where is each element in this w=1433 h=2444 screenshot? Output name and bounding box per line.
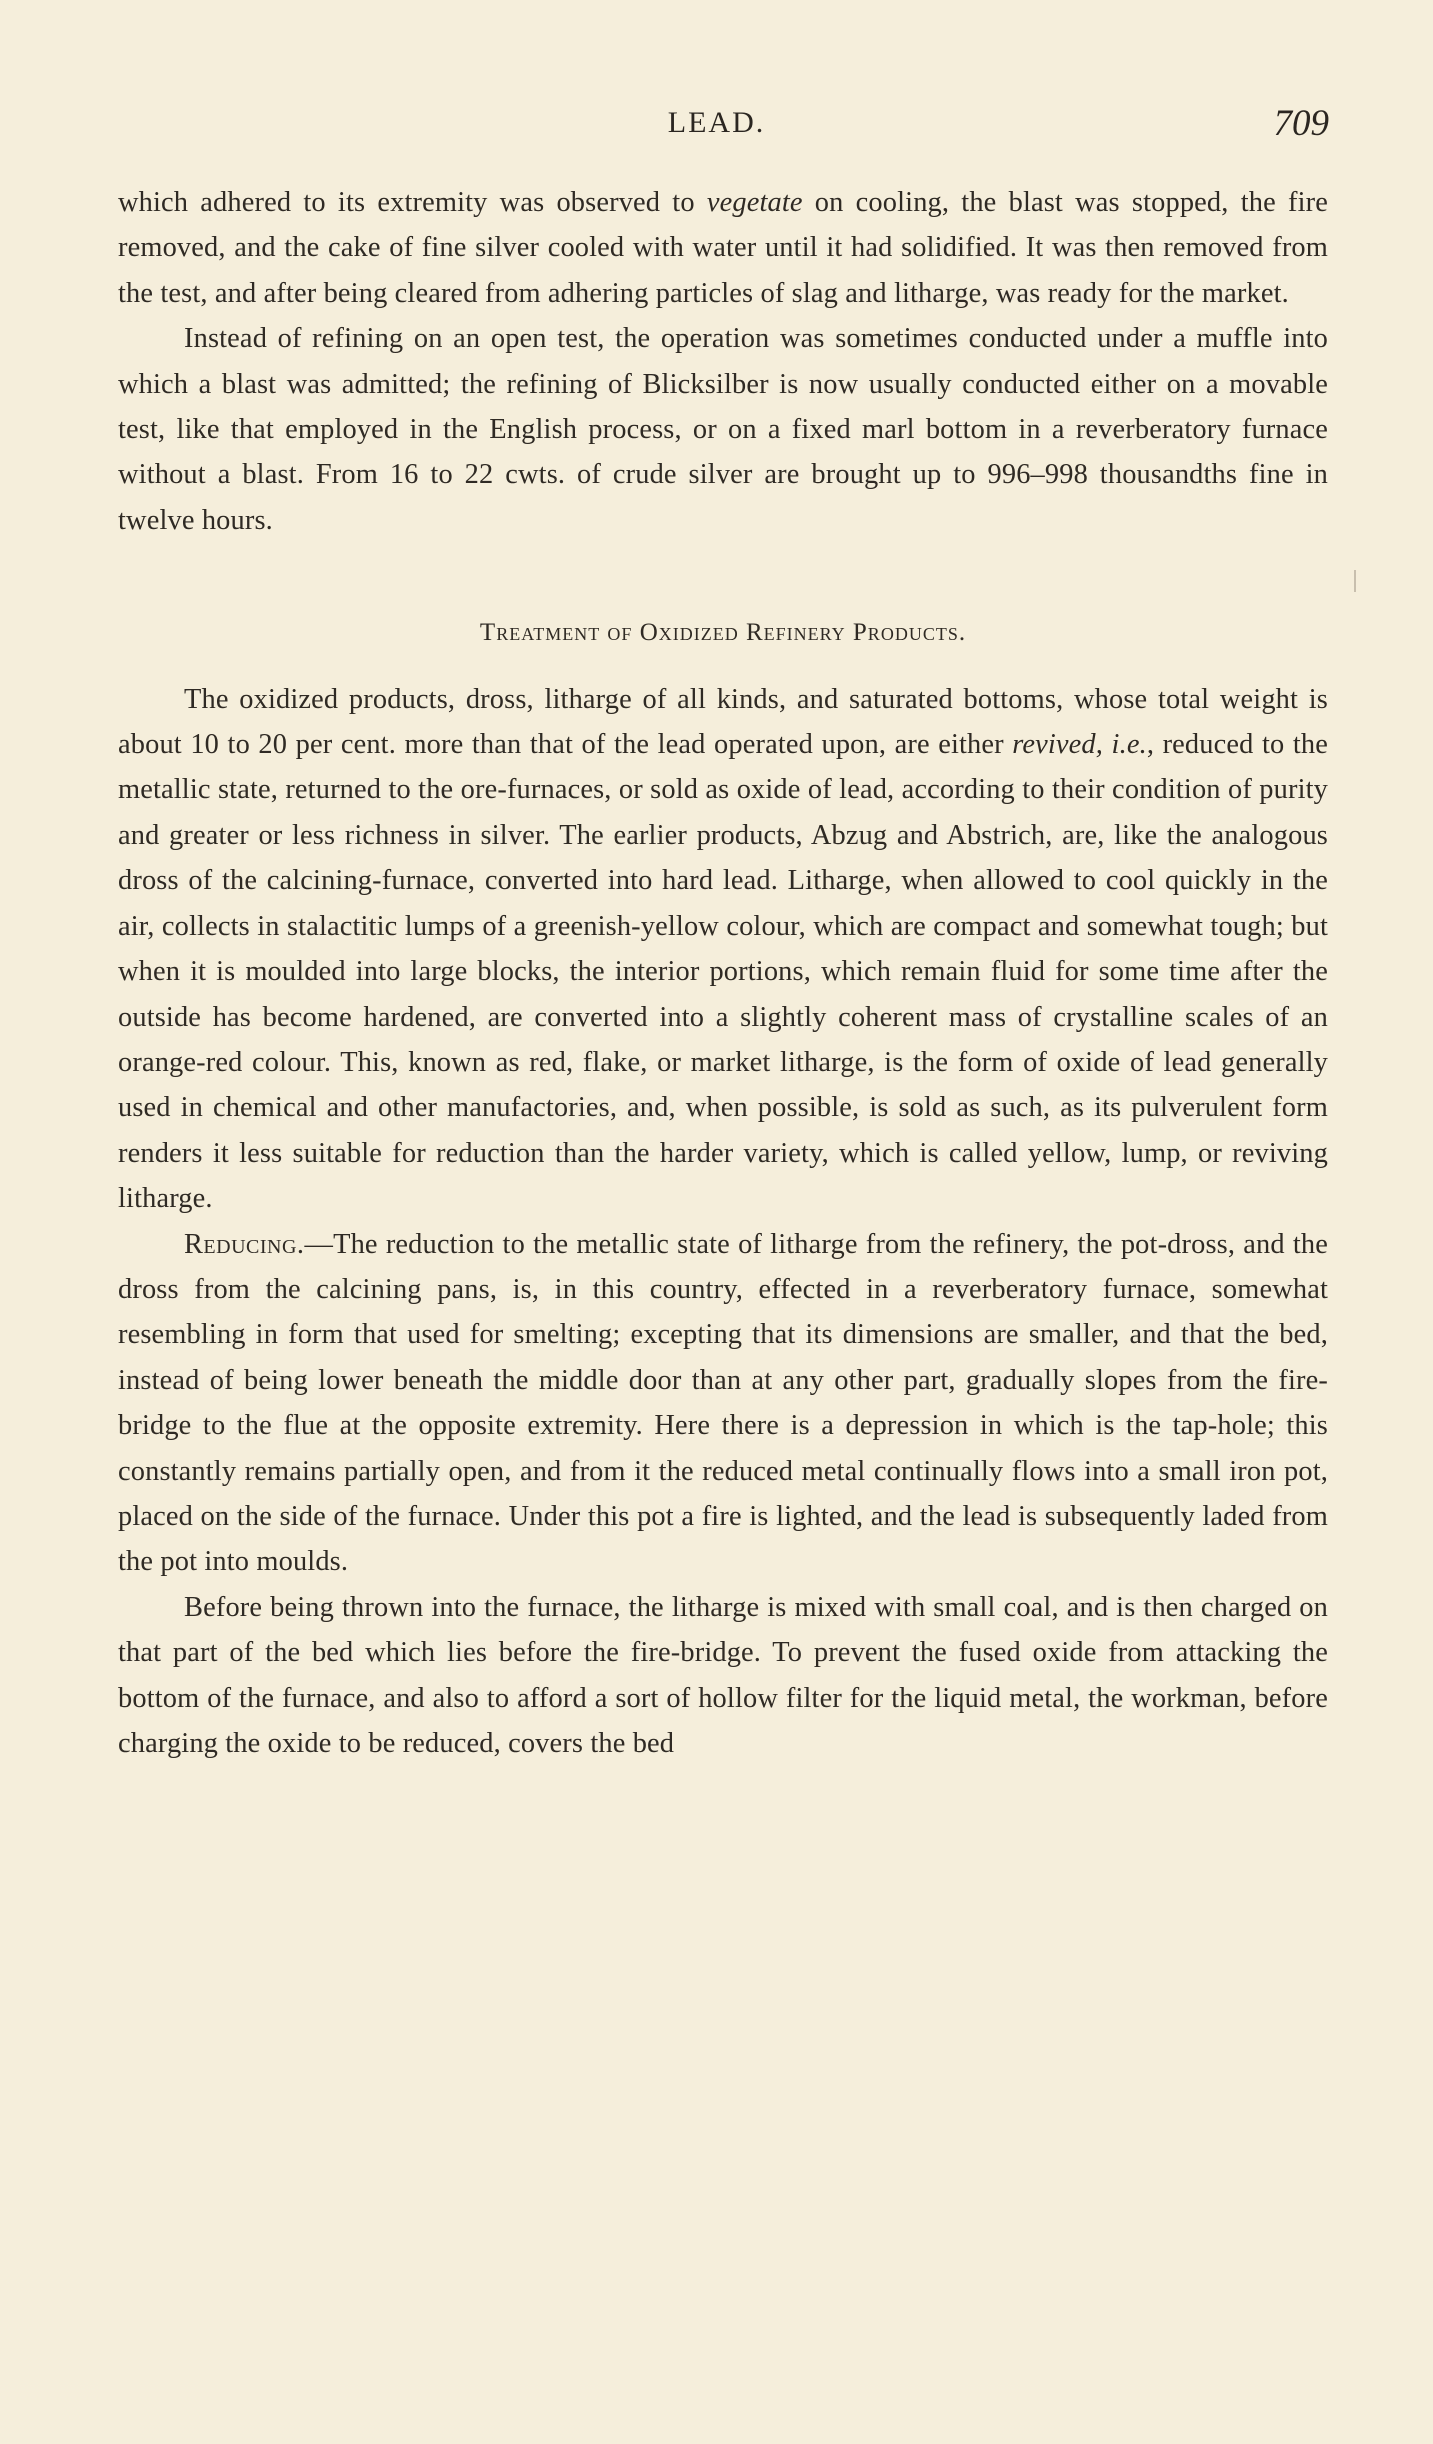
paragraph-refining: Instead of refining on an open test, the operation was sometimes conducted under a muffle into which a blast was admitted; the refining of Blicksilber is now usually conducted either on a movable test, like that employed in the English process, or on a fixed marl bottom in a reverberatory furnace without a blast. From 16 to 22 cwts. of crude silver are brought up to 996–998 thousandths fine in twelve hours. [118,323,1328,536]
paragraph-text: which adhered to its extremity was observed to [118,187,707,218]
italic-term: vegetate [706,187,803,218]
italic-term: revived, i.e. [1012,729,1147,761]
page-number: 709 [1273,103,1329,144]
page-content [118,180,1328,1766]
page-header [0,103,1433,146]
paragraph-continuation [118,180,1328,316]
running-title: LEAD. [667,106,766,139]
paragraph-oxidized-products [118,677,1328,1222]
paragraph-text: The oxidized products, dross, litharge of all kinds, and saturated bottoms, whose total weight is about 10 to 20 per cent. more than that of the lead operated upon, are either [118,683,1328,761]
section-heading: Treatment of Oxidized Refinery Products. [479,619,967,647]
paragraph-text: , reduced to the metallic state, returned to the ore-furnaces, or sold as oxide of lead, according to their condition of purity and greater or less richness in silver. The earlier products, Abzug and Abstrich, are, like the analogous dross of the calcining-furnace, converted into hard lead. Litharge, when allowed to cool quickly in the air, collects in stalactitic lumps of a greenish-yellow colour, which are compact and somewhat tough; but when it is moulded into large blocks, the interior portions, which remain fluid for some time after the outside has become hardened, are converted into a slightly coherent mass of crystalline scales of an orange-red colour. This, known as red, flake, or market litharge, is the form of oxide of lead generally used in chemical and other manufactories, and, when possible, is sold as such, as its pulverulent form renders it less suitable for reduction than the harder variety, which is called yellow, lump, or reviving litharge. [118,729,1329,1215]
paragraph-lead-term: Reducing. [184,1228,305,1260]
margin-mark [1354,570,1356,592]
paragraph-text: —The reduction to the metallic state of litharge from the refinery, the pot-dross, and the dross from the calcining pans, is, in this country, effected in a reverberatory furnace, somewhat resembling in form that used for smelting; excepting that its dimensions are smaller, and that the bed, instead of being lower beneath the middle door than at any other part, gradually slopes from the fire-bridge to the flue at the opposite extremity. Here there is a depression in which is the tap-hole; this constantly remains partially open, and from it the reduced metal continually flows into a small iron pot, placed on the side of the furnace. Under this pot a fire is lighted, and the lead is subsequently laded from the pot into moulds. [118,1228,1328,1578]
paragraph-litharge-charging: Before being thrown into the furnace, the litharge is mixed with small coal, and is then charged on that part of the bed which lies before the fire-bridge. To prevent the fused oxide from attacking the bottom of the furnace, and also to afford a sort of hollow filter for the liquid metal, the workman, before charging the oxide to be reduced, covers the bed [118,1591,1328,1759]
paragraph-reducing [118,1222,1328,1585]
paragraph-text: on cooling, the blast was stopped, the fire removed, and the cake of fine silver cooled with water until it had solidified. It was then removed from the test, and after being cleared from adhering particles of slag and litharge, was ready for the market. [118,187,1328,309]
